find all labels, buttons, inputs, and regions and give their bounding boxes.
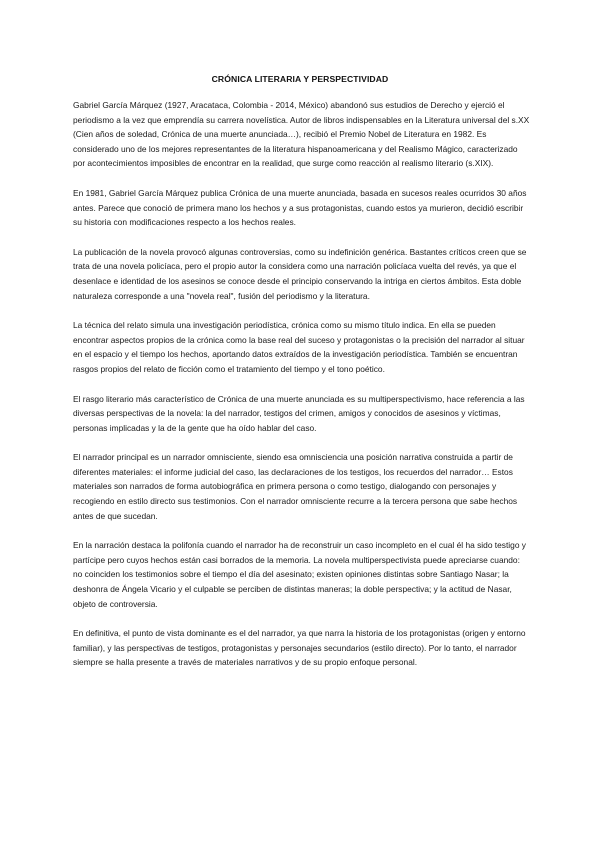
paragraph-2: En 1981, Gabriel García Márquez publica Crónica de una muerte anunciada, basada en sucesos reales ocurridos 30 años antes. Parece que conoció de primera mano los hechos y a sus protagonistas, cuando estos ya murieron, decidió escribir su historia con modificaciones respecto a los hechos reales.: [73, 187, 527, 228]
paragraph-4: La técnica del relato simula una investigación periodística, crónica como su mismo título indica. En ella se pueden encontrar aspectos propios de la crónica como la base real del suceso y protagonistas o la precisión del narrador al situar en el espacio y el tiempo los hechos, aportando datos extraídos de la investigación periodística. También se encuentran rasgos propios del relato de ficción como el tratamiento del tiempo y el tono poético.: [73, 320, 525, 374]
paragraph-1: Gabriel García Márquez (1927, Aracataca, Colombia - 2014, México) abandonó sus estudios de Derecho y ejerció el periodismo a la vez que emprendía su carrera novelística. Autor de libros indispensables en la Literatura universal del s.XX (Cien años de soledad, Crónica de una muerte anunciada…), recibió el Premio Nobel de Literatura en 1982. Es considerado uno de los mejores representantes de la literatura hispanoamericana y del Realismo Mágico, caracterizado por acontecimientos imposibles de encontrar en la realidad, que surge como reacción al realismo literario (s.XIX).: [73, 100, 530, 169]
document-body: [73, 98, 531, 685]
paragraph-7: En la narración destaca la polifonía cuando el narrador ha de reconstruir un caso incompleto en el cual él ha sido testigo y partícipe pero cuyos hechos están casi borrados de la memoria. La novela multiperspectivista puede apreciarse cuando: no coinciden los testimonios sobre el tiempo el día del asesinato; existen opiniones distintas sobre Santiago Nasar; la deshonra de Ángela Vicario y el culpable se perciben de distintas maneras; la doble perspectiva; y la actitud de Nasar, objeto de controversia.: [73, 540, 526, 609]
paragraph-5: El rasgo literario más característico de Crónica de una muerte anunciada es su multiperspectivismo, hace referencia a las diversas perspectivas de la novela: la del narrador, testigos del crimen, amigos y conocidos de asesinos y víctimas, personas implicadas y la de la gente que ha oído hablar del caso.: [73, 393, 525, 433]
paragraph-6: El narrador principal es un narrador omnisciente, siendo esa omnisciencia una posición narrativa construida a partir de diferentes materiales: el informe judicial del caso, las declaraciones de los testigos, los recuerdos del narrador… Estos materiales son narrados de forma autobiográfica en primera persona o como testigo, dialogando con personajes y recogiendo en estilo directo sus testimonios. Con el narrador omnisciente recurre a la tercera persona que sabe hechos antes de que sucedan.: [73, 452, 518, 521]
paragraph-8: En definitiva, el punto de vista dominante es el del narrador, ya que narra la historia de los protagonistas (origen y entorno familiar), y las perspectivas de testigos, protagonistas y personajes secundarios (estilo directo). Por lo tanto, el narrador siempre se halla presente a través de materiales narrativos y de su propio enfoque personal.: [73, 628, 526, 668]
document-title: CRÓNICA LITERARIA Y PERSPECTIVIDAD: [211, 74, 389, 84]
paragraph-3: La publicación de la novela provocó algunas controversias, como su indefinición genérica. Bastantes críticos creen que se trata de una novela policíaca, pero el propio autor la considera como una narración policíaca vuelta del revés, ya que el desenlace e identidad de los asesinos se conoce desde el principio conservando la intriga en ciertos ámbitos. Esta doble naturaleza corresponde a una "novela real", fusión del periodismo y la literatura.: [73, 246, 527, 301]
